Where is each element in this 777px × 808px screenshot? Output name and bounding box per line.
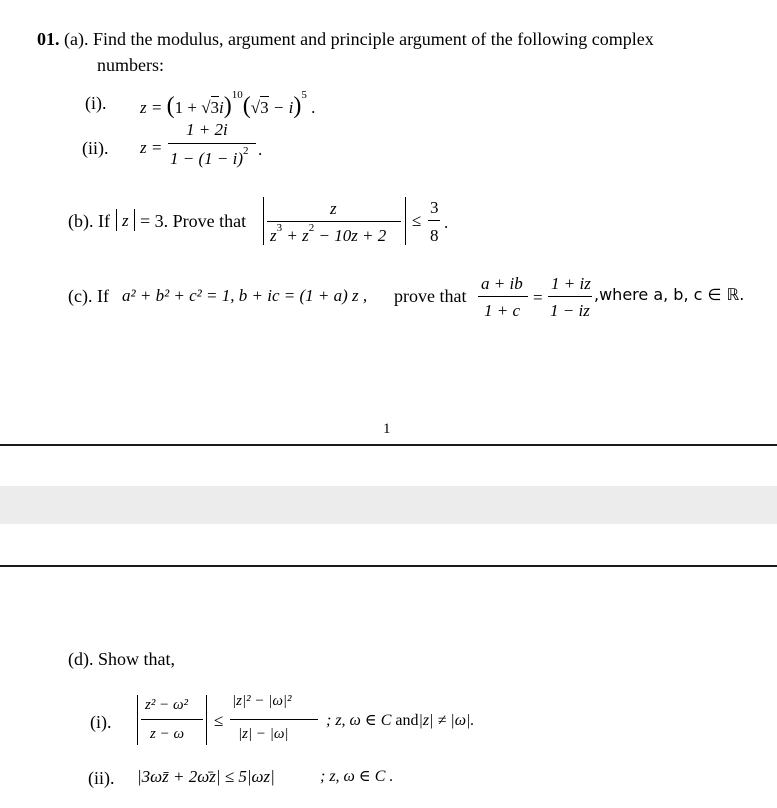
part-a-ii-lhs: z =: [140, 138, 163, 157]
part-c-f2-denominator: 1 − iz: [550, 301, 590, 320]
part-d-i-rhs-denominator: |z| − |ω|: [238, 726, 289, 742]
part-d-i-tail: ; z, ω ∈ C and|z| ≠ |ω|.: [326, 712, 475, 729]
part-a-ii-denominator: $1 - (1 - i)^2$: [170, 145, 249, 168]
part-d-i-lhs-numerator: z² − ω²: [145, 697, 189, 713]
abs-bar-right: [405, 197, 406, 245]
part-a-prompt-continued: numbers:: [97, 55, 164, 75]
part-a-i-equation: $z = (1 + √3i)^{10}(√3 - i)^5$ .: [140, 89, 316, 119]
part-b-rhs-denominator: 8: [430, 226, 439, 245]
part-b-denominator: $z^3 + z^2 - 10z + 2$: [270, 222, 387, 245]
part-c-f2-numerator: 1 + iz: [551, 274, 591, 293]
question-number: 01.: [37, 29, 60, 49]
question-number-line: [37, 30, 654, 48]
part-a-prompt: (a). Find the modulus, argument and principle argument of the following complex: [64, 29, 654, 49]
part-a-ii-fraction-bar: [168, 143, 256, 144]
part-b-condition: = 3. Prove that: [140, 211, 247, 231]
part-c-label: (c). If: [68, 286, 109, 306]
page-gap: [0, 486, 777, 524]
abs-bar-left: [263, 197, 264, 245]
part-b-rhs-numerator: 3: [430, 198, 439, 217]
part-d-ii-label: (ii).: [88, 768, 115, 788]
part-b-cond-var: z: [122, 211, 129, 230]
part-a-ii-end: .: [258, 140, 263, 159]
part-a-ii-numerator: 1 + 2i: [186, 120, 228, 139]
page-bottom-rule: [0, 444, 777, 446]
part-d-i-rhs-numerator: |z|² − |ω|²: [232, 693, 292, 709]
part-c-f1-denominator: 1 + c: [484, 301, 521, 320]
part-c-prove: prove that: [394, 286, 467, 306]
part-c-condition: a² + b² + c² = 1, b + ic = (1 + a) z ,: [122, 286, 368, 305]
part-b-fraction-bar: [267, 221, 401, 222]
part-a-ii-label: (ii).: [82, 138, 109, 158]
part-c-tail: ,where a, b, c ∈ ℝ.: [594, 285, 745, 304]
part-c-f1-numerator: a + ib: [481, 274, 523, 293]
part-d-i-label: (i).: [90, 712, 112, 732]
part-c-equals: =: [533, 288, 543, 307]
part-a-i-label: (i).: [85, 93, 107, 113]
page-number: 1: [383, 421, 391, 437]
part-b-relation: ≤: [412, 211, 422, 230]
part-d-label: (d). Show that,: [68, 649, 175, 669]
part-b-numerator: z: [330, 199, 337, 218]
page-top-rule: [0, 565, 777, 567]
part-d-ii-tail: ; z, ω ∈ C .: [320, 768, 394, 785]
part-d-ii-expression: |3ωz̄ + 2ω̄z| ≤ 5|ωz|: [137, 767, 275, 786]
part-d-i-relation: ≤: [214, 711, 224, 730]
part-d-i-lhs-denominator: z − ω: [150, 726, 185, 742]
part-b-end: .: [444, 213, 449, 232]
part-b-label: (b). If: [68, 211, 110, 231]
